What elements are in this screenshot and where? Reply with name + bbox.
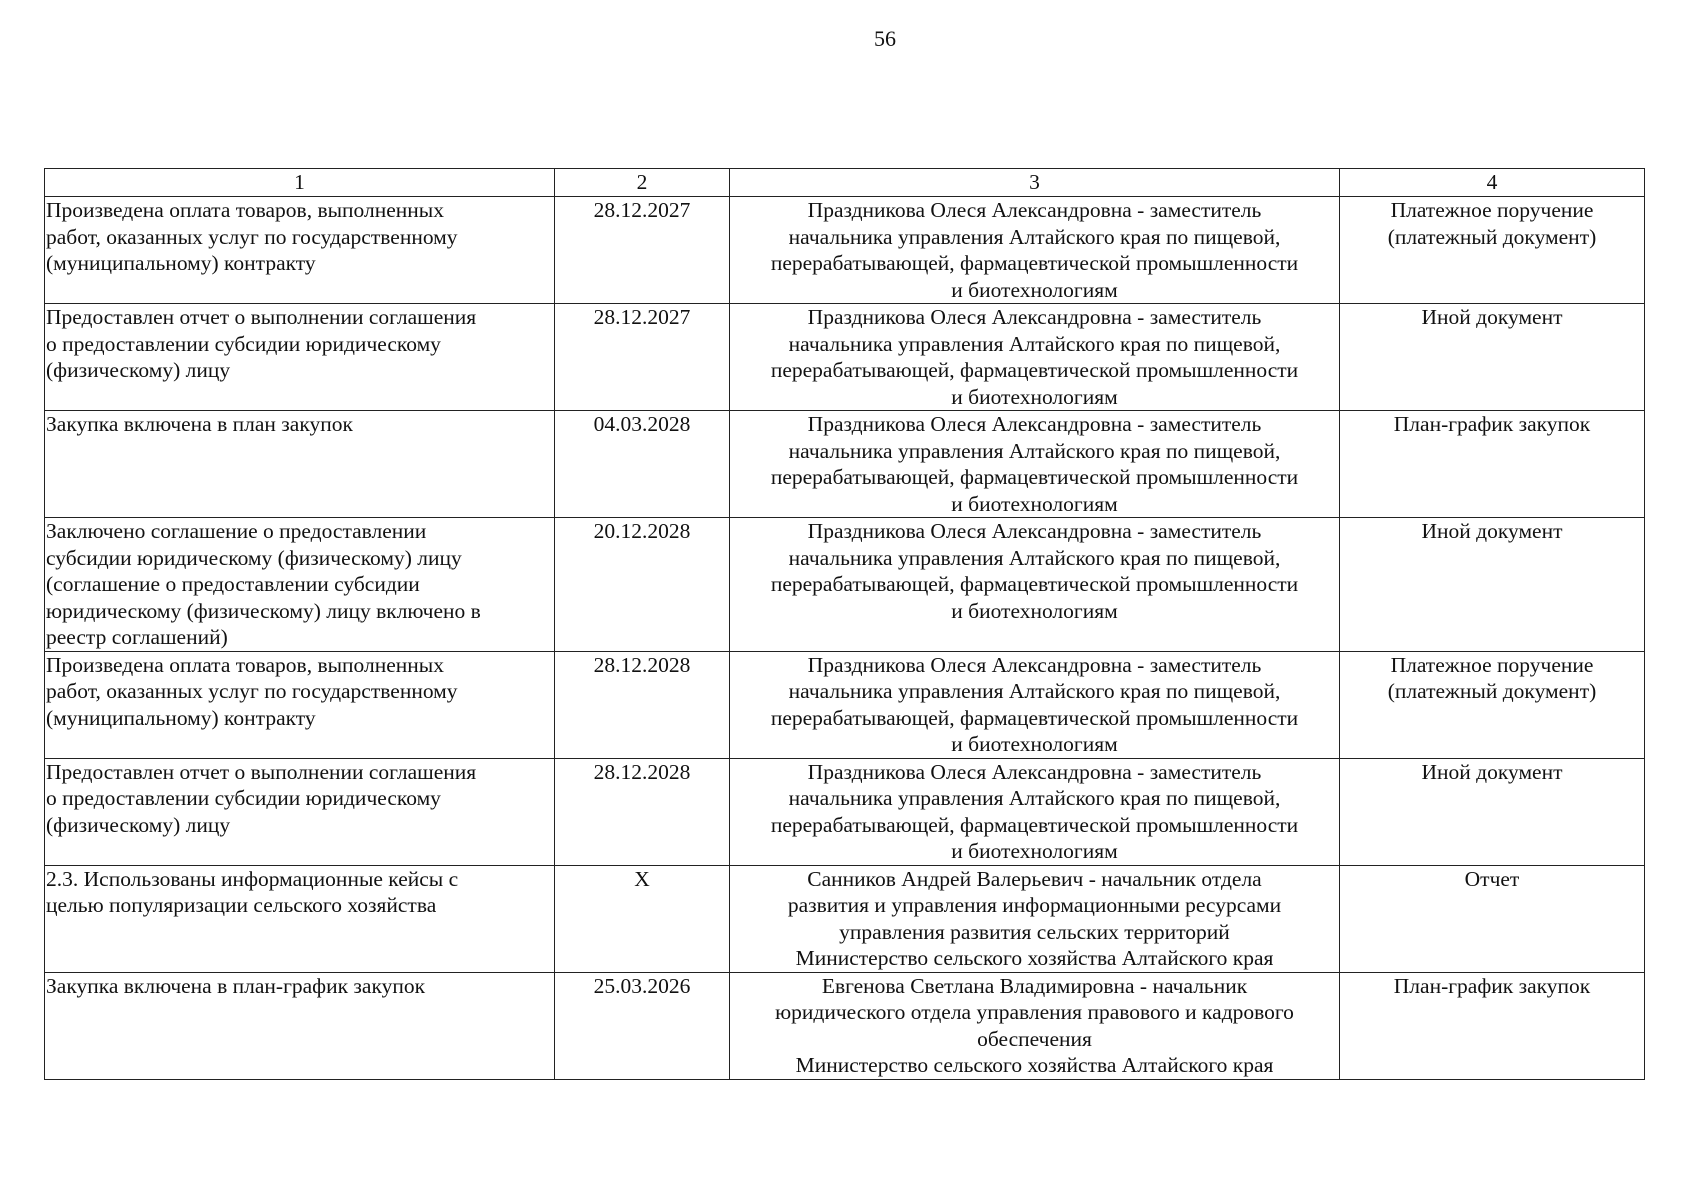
document-line: Отчет bbox=[1464, 866, 1520, 891]
responsible-cell bbox=[730, 651, 1340, 758]
responsible-line: и биотехнологиям bbox=[951, 839, 1118, 863]
responsible-line: перерабатывающей, фармацевтической промышленности bbox=[770, 358, 1299, 382]
event-line: Заключено соглашение о предоставлении bbox=[46, 519, 427, 543]
responsible-cell bbox=[730, 197, 1340, 304]
document-cell bbox=[1340, 197, 1645, 304]
document-line: (платежный документ) bbox=[1387, 224, 1597, 249]
table-row bbox=[45, 758, 1645, 865]
date-cell: 28.12.2028 bbox=[555, 651, 730, 758]
event-line: (физическому) лицу bbox=[46, 358, 231, 382]
date-cell: 20.12.2028 bbox=[555, 518, 730, 652]
event-cell bbox=[45, 972, 555, 1079]
document-line: Платежное поручение bbox=[1390, 198, 1594, 222]
document-cell bbox=[1340, 304, 1645, 411]
event-cell bbox=[45, 758, 555, 865]
event-cell bbox=[45, 304, 555, 411]
document-cell bbox=[1340, 972, 1645, 1079]
responsible-line: и биотехнологиям bbox=[951, 598, 1118, 623]
event-line: юридическому (физическому) лицу включено в bbox=[46, 598, 481, 623]
table-row bbox=[45, 411, 1645, 518]
responsible-cell bbox=[730, 865, 1340, 972]
date-cell: X bbox=[555, 865, 730, 972]
responsible-line: начальника управления Алтайского края по пищевой, bbox=[788, 224, 1281, 249]
responsible-cell bbox=[730, 411, 1340, 518]
responsible-line: и биотехнологиям bbox=[951, 491, 1118, 516]
event-line: субсидии юридическому (физическому) лицу bbox=[46, 545, 462, 570]
responsible-line: перерабатывающей, фармацевтической промышленности bbox=[770, 572, 1299, 596]
document-cell bbox=[1340, 758, 1645, 865]
responsible-line: развития и управления информационными ресурсами bbox=[787, 893, 1282, 917]
responsible-line: Министерство сельского хозяйства Алтайского края bbox=[795, 946, 1274, 970]
date-cell: 25.03.2026 bbox=[555, 972, 730, 1079]
event-line: Произведена оплата товаров, выполненных bbox=[46, 198, 444, 222]
table-row bbox=[45, 197, 1645, 304]
responsible-cell bbox=[730, 758, 1340, 865]
event-line: 2.3. Использованы информационные кейсы с bbox=[46, 866, 459, 891]
responsible-cell bbox=[730, 304, 1340, 411]
event-cell bbox=[45, 518, 555, 652]
responsible-line: перерабатывающей, фармацевтической промышленности bbox=[770, 251, 1299, 275]
table-row bbox=[45, 865, 1645, 972]
document-line: Иной документ bbox=[1421, 759, 1563, 784]
column-number-1: 1 bbox=[45, 169, 555, 197]
responsible-line: Санников Андрей Валерьевич - начальник отдела bbox=[807, 866, 1262, 891]
document-cell bbox=[1340, 651, 1645, 758]
event-cell bbox=[45, 197, 555, 304]
column-number-3: 3 bbox=[730, 169, 1340, 197]
document-line: Иной документ bbox=[1421, 305, 1563, 329]
event-line: работ, оказанных услуг по государственному bbox=[46, 679, 458, 703]
date-cell: 28.12.2027 bbox=[555, 304, 730, 411]
responsible-line: Праздникова Олеся Александровна - заместитель bbox=[807, 759, 1262, 784]
document-line: (платежный документ) bbox=[1387, 679, 1597, 703]
responsible-cell bbox=[730, 972, 1340, 1079]
event-line: Закупка включена в план-график закупок bbox=[46, 973, 426, 998]
document-cell bbox=[1340, 518, 1645, 652]
table-row bbox=[45, 518, 1645, 652]
responsible-line: юридического отдела управления правового и кадрового bbox=[775, 1000, 1294, 1024]
event-line: о предоставлении субсидии юридическому bbox=[46, 331, 441, 356]
document-cell bbox=[1340, 865, 1645, 972]
responsible-line: Министерство сельского хозяйства Алтайского края bbox=[795, 1053, 1274, 1077]
event-line: Произведена оплата товаров, выполненных bbox=[46, 652, 444, 677]
document-line: План-график закупок bbox=[1393, 412, 1591, 436]
table-row bbox=[45, 304, 1645, 411]
responsible-line: Праздникова Олеся Александровна - заместитель bbox=[807, 652, 1262, 677]
control-points-table bbox=[44, 168, 1645, 1080]
date-cell: 28.12.2027 bbox=[555, 197, 730, 304]
document-line: План-график закупок bbox=[1393, 973, 1591, 998]
event-cell bbox=[45, 411, 555, 518]
event-cell bbox=[45, 651, 555, 758]
event-line: реестр соглашений) bbox=[46, 625, 228, 649]
responsible-line: начальника управления Алтайского края по пищевой, bbox=[788, 545, 1281, 570]
responsible-line: Праздникова Олеся Александровна - заместитель bbox=[807, 305, 1262, 329]
column-number-4: 4 bbox=[1340, 169, 1645, 197]
event-cell bbox=[45, 865, 555, 972]
date-cell: 04.03.2028 bbox=[555, 411, 730, 518]
responsible-line: и биотехнологиям bbox=[951, 384, 1118, 409]
event-line: Предоставлен отчет о выполнении соглашения bbox=[46, 759, 477, 784]
responsible-line: и биотехнологиям bbox=[951, 732, 1118, 756]
date-cell: 28.12.2028 bbox=[555, 758, 730, 865]
responsible-line: обеспечения bbox=[977, 1026, 1092, 1051]
event-line: Предоставлен отчет о выполнении соглашения bbox=[46, 305, 477, 329]
event-line: (физическому) лицу bbox=[46, 812, 231, 837]
responsible-line: Праздникова Олеся Александровна - заместитель bbox=[807, 198, 1262, 222]
event-line: Закупка включена в план закупок bbox=[46, 412, 353, 436]
responsible-cell bbox=[730, 518, 1340, 652]
table-row bbox=[45, 972, 1645, 1079]
responsible-line: перерабатывающей, фармацевтической промышленности bbox=[770, 812, 1299, 837]
document-line: Платежное поручение bbox=[1390, 652, 1594, 677]
table-row bbox=[45, 651, 1645, 758]
document-cell bbox=[1340, 411, 1645, 518]
event-line: (муниципальному) контракту bbox=[46, 705, 316, 730]
responsible-line: перерабатывающей, фармацевтической промышленности bbox=[770, 465, 1299, 489]
event-line: целью популяризации сельского хозяйства bbox=[46, 893, 437, 917]
responsible-line: начальника управления Алтайского края по пищевой, bbox=[788, 438, 1281, 463]
page-number: 56 bbox=[874, 26, 896, 51]
event-line: (соглашение о предоставлении субсидии bbox=[46, 572, 420, 596]
responsible-line: Евгенова Светлана Владимировна - начальник bbox=[821, 973, 1248, 998]
event-line: о предоставлении субсидии юридическому bbox=[46, 786, 441, 810]
column-number-2: 2 bbox=[555, 169, 730, 197]
responsible-line: управления развития сельских территорий bbox=[839, 919, 1230, 944]
responsible-line: Праздникова Олеся Александровна - заместитель bbox=[807, 519, 1262, 543]
event-line: (муниципальному) контракту bbox=[46, 251, 316, 275]
responsible-line: начальника управления Алтайского края по пищевой, bbox=[788, 786, 1281, 810]
responsible-line: Праздникова Олеся Александровна - заместитель bbox=[807, 412, 1262, 436]
responsible-line: начальника управления Алтайского края по пищевой, bbox=[788, 679, 1281, 703]
document-line: Иной документ bbox=[1421, 519, 1563, 543]
responsible-line: перерабатывающей, фармацевтической промышленности bbox=[770, 705, 1299, 730]
responsible-line: и биотехнологиям bbox=[951, 277, 1118, 302]
event-line: работ, оказанных услуг по государственному bbox=[46, 224, 458, 249]
responsible-line: начальника управления Алтайского края по пищевой, bbox=[788, 331, 1281, 356]
table-header-row bbox=[45, 169, 1645, 197]
